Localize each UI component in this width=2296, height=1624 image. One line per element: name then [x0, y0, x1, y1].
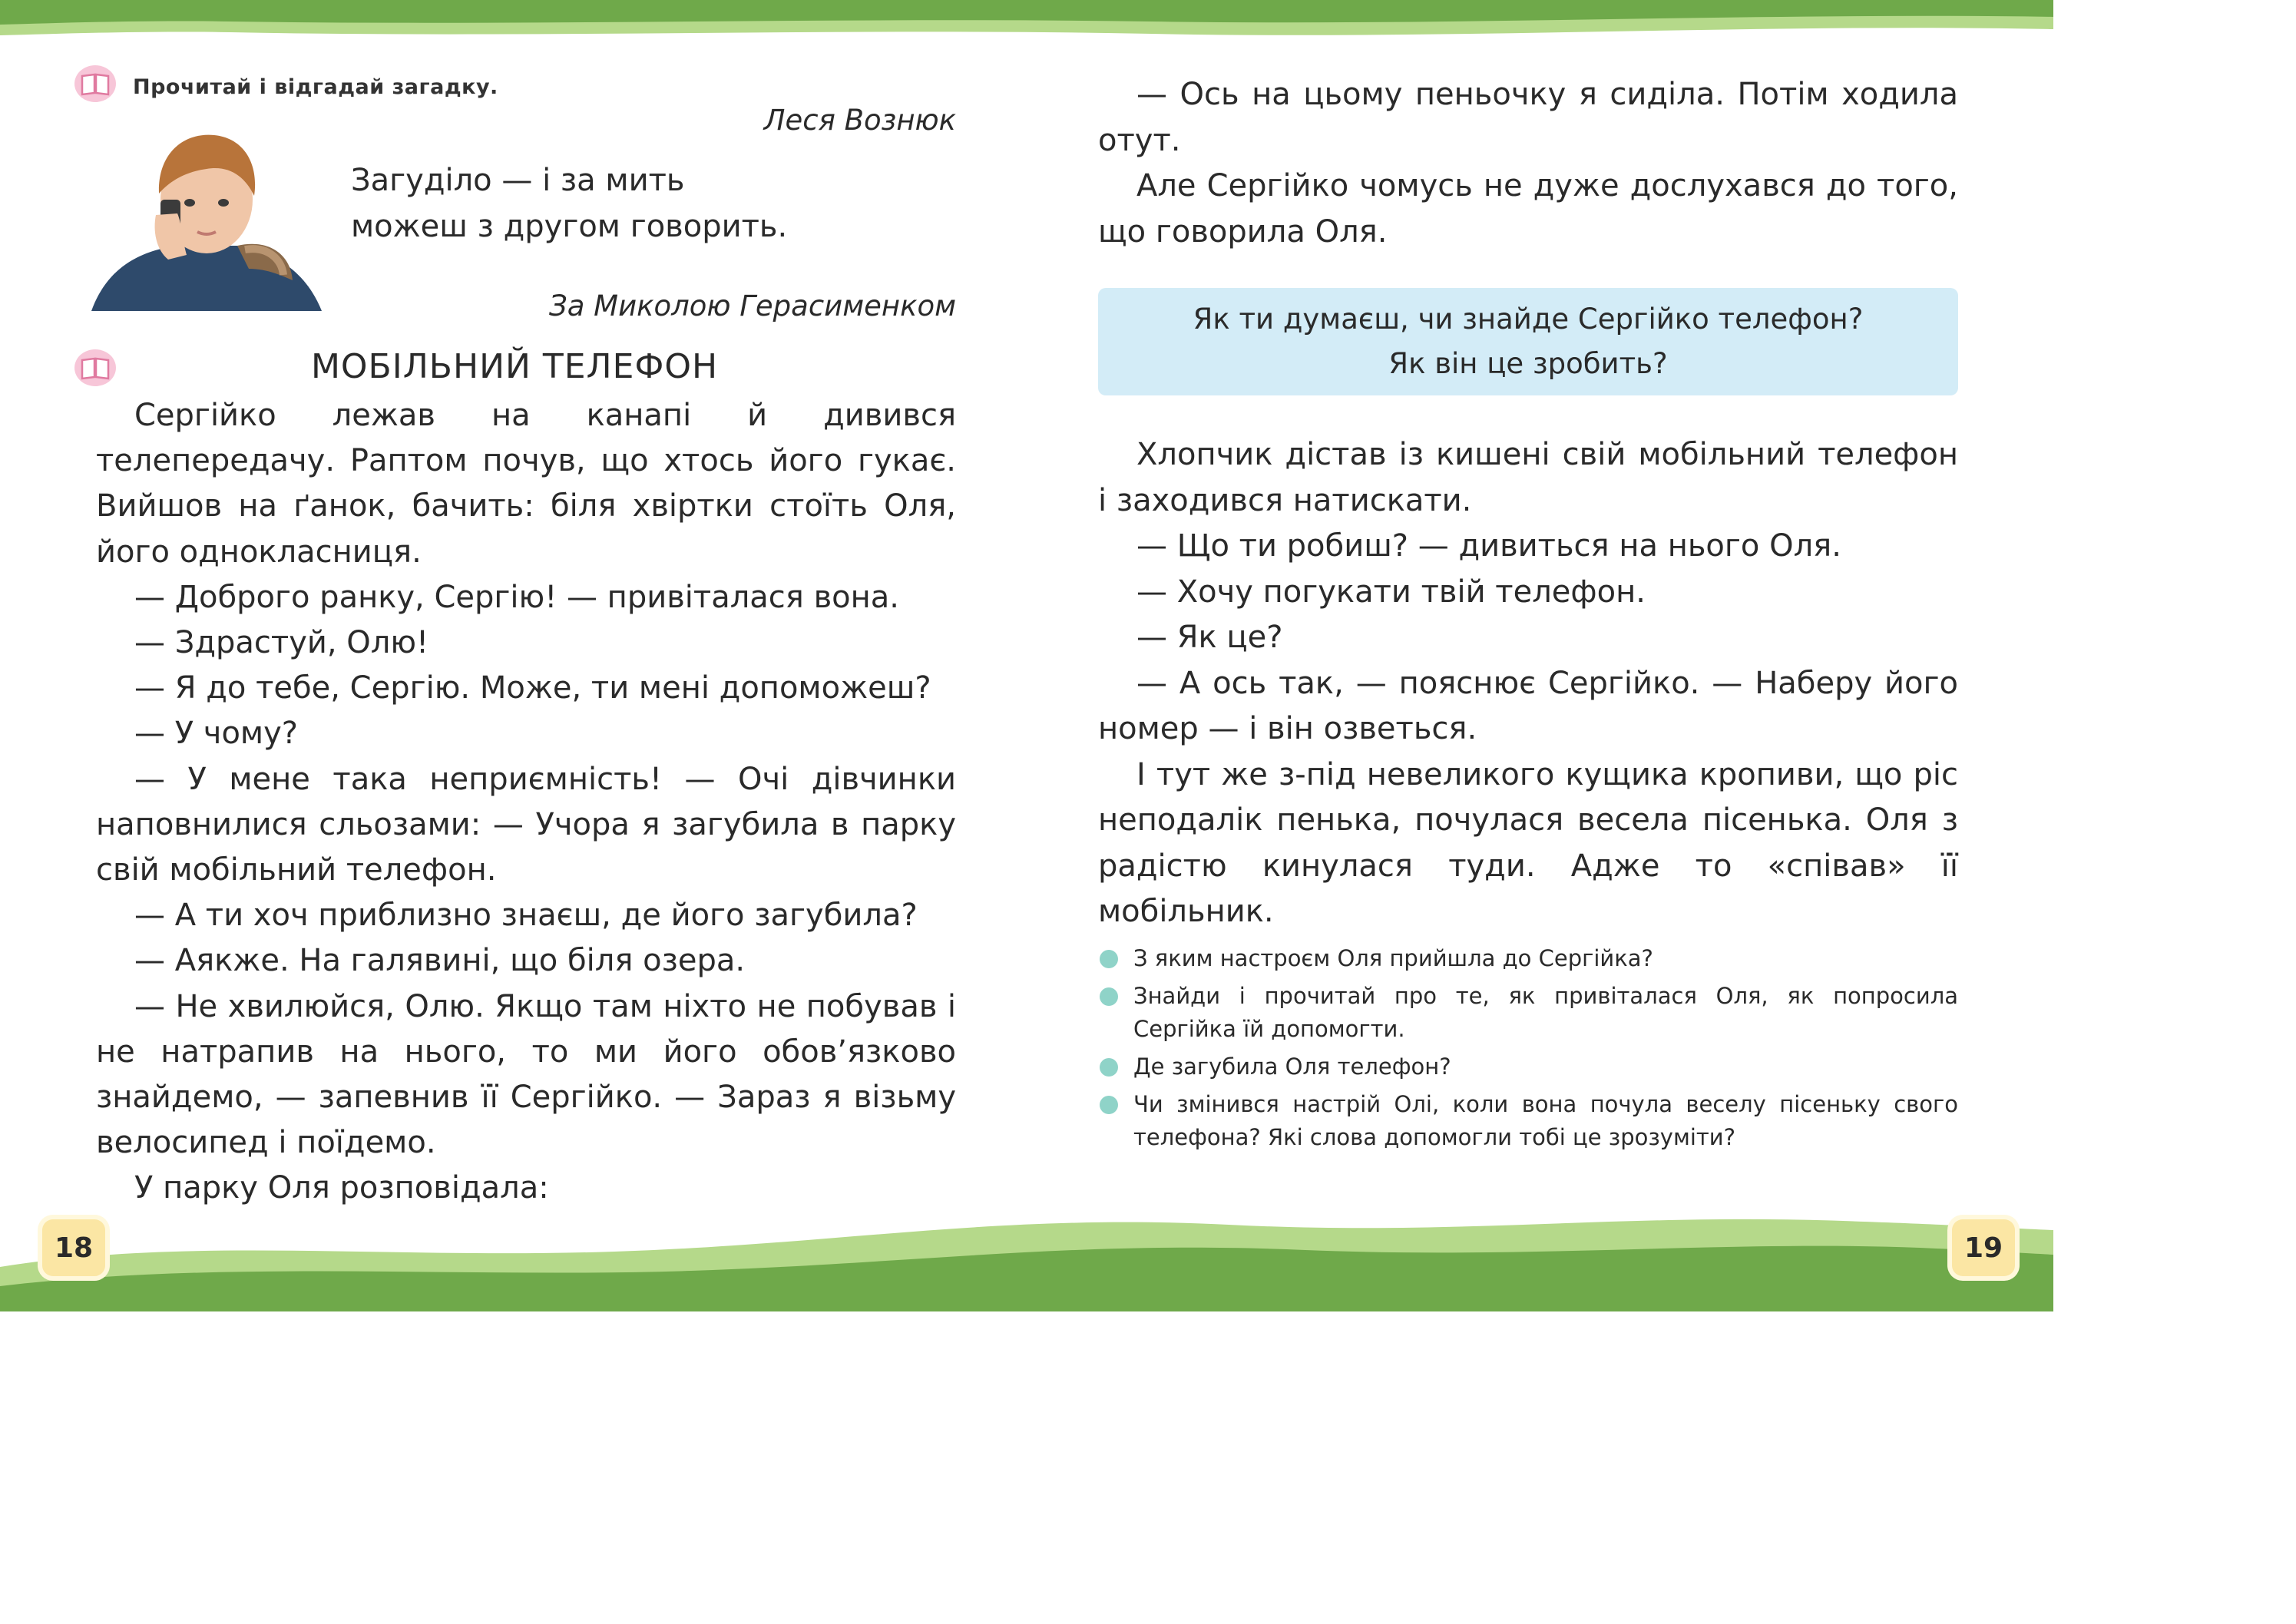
story-title: МОБІЛЬНИЙ ТЕЛЕФОН	[310, 347, 719, 386]
story-paragraph: — Не хвилюйся, Олю. Якщо там ніхто не побував і не натрапив на нього, то ми його обов’язково знайдемо, — запевнив її Сергійко. — Зараз я візьму велосипед і поїдемо.	[96, 988, 956, 1161]
prediction-question: Як він це зробить?	[1388, 347, 1668, 380]
bottom-wave-decoration	[0, 1182, 2053, 1311]
story-paragraph: — А ти хоч приблизно знаєш, де його загубила?	[134, 898, 918, 934]
story-paragraph: — Що ти робиш? — дивиться на нього Оля.	[1136, 528, 1841, 564]
question-text: Знайди і прочитай про те, як привіталася Оля, як попросила Сергійка їй допомогти.	[1133, 983, 1958, 1042]
question-item	[1098, 1050, 1958, 1083]
question-item	[1098, 980, 1958, 1046]
comprehension-questions	[1098, 942, 1958, 1159]
boy-with-phone-illustration	[91, 123, 322, 311]
question-text: З яким настроєм Оля прийшла до Сергійка?	[1133, 945, 1653, 971]
story-text	[96, 393, 956, 1212]
story-paragraph: — У чому?	[134, 716, 298, 752]
story-paragraph: У парку Оля розповідала:	[134, 1170, 549, 1206]
riddle-line: Загуділо — і за мить	[351, 163, 685, 198]
page-number-left: 18	[42, 1219, 105, 1276]
story-paragraph: — Хочу погукати твій телефон.	[1136, 574, 1646, 610]
story-paragraph: — Я до тебе, Сергію. Може, ти мені допоможеш?	[134, 670, 931, 706]
question-item	[1098, 942, 1958, 975]
story-paragraph: І тут же з-під невеликого кущика кропиви, що ріс неподалік пенька, почулася весела пісенька. Оля з радістю кинулася туди. Адже то «співав» її мобільник.	[1098, 756, 1958, 929]
prediction-question-box	[1098, 288, 1958, 395]
riddle-line: можеш з другом говорить.	[351, 209, 788, 244]
story-paragraph: Хлопчик дістав із кишені свій мобільний телефон і заходився натискати.	[1098, 437, 1958, 518]
bullet-dot	[1100, 1058, 1118, 1077]
story-paragraph: — А ось так, — пояснює Сергійко. — Наберу його номер — і він озветься.	[1098, 665, 1958, 746]
prediction-question: Як ти думаєш, чи знайде Сергійко телефон?	[1193, 303, 1864, 336]
top-wave-decoration	[0, 0, 2053, 46]
story-paragraph: — Здрастуй, Олю!	[134, 625, 429, 661]
story-paragraph: — Доброго ранку, Сергію! — привіталася вона.	[134, 579, 899, 615]
question-item	[1098, 1088, 1958, 1154]
riddle-text	[351, 157, 787, 250]
question-text: Де загубила Оля телефон?	[1133, 1053, 1451, 1080]
story-text-continued	[1098, 72, 1958, 255]
story-paragraph: — Як це?	[1136, 620, 1283, 655]
riddle-author: Леся Вознюк	[763, 104, 956, 137]
task-instruction: Прочитай і відгадай загадку.	[133, 75, 498, 99]
story-paragraph: Але Сергійко чомусь не дуже дослухався до того, що говорила Оля.	[1098, 168, 1958, 250]
bullet-dot	[1100, 987, 1118, 1006]
story-author: За Миколою Герасименком	[549, 289, 956, 322]
book-icon	[74, 65, 116, 102]
story-text-ending	[1098, 432, 1958, 935]
page-number-right: 19	[1952, 1219, 2015, 1276]
story-paragraph: — У мене така неприємність! — Очі дівчинки наповнилися сльозами: — Учора я загубила в парку свій мобільний телефон.	[96, 761, 956, 888]
story-paragraph: — Ось на цьому пеньочку я сиділа. Потім ходила отут.	[1098, 77, 1958, 158]
bullet-dot	[1100, 950, 1118, 968]
bullet-dot	[1100, 1096, 1118, 1114]
story-paragraph: — Аякже. На галявині, що біля озера.	[134, 943, 746, 979]
story-paragraph: Сергійко лежав на канапі й дивився телепередачу. Раптом почув, що хтось його гукає. Вийшов на ґанок, бачить: біля хвіртки стоїть Оля, його однокласниця.	[96, 398, 956, 570]
question-text: Чи змінився настрій Олі, коли вона почула веселу пісеньку свого телефона? Які слова допомогли тобі це зрозуміти?	[1133, 1091, 1958, 1150]
